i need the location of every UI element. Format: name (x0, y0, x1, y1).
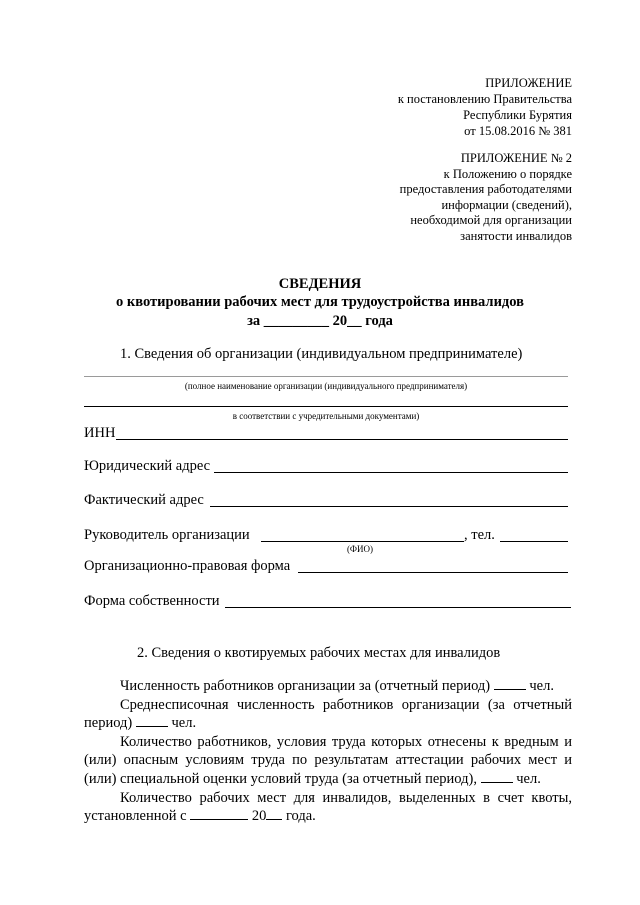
org-name-caption: (полное наименование организации (индивидуального предпринимателя) (184, 381, 468, 391)
actual-address-field[interactable] (210, 506, 568, 507)
resolution-line-1: к постановлению Правительства (397, 92, 572, 106)
actual-address-label: Фактический адрес (84, 492, 204, 508)
quota-date-field[interactable] (190, 808, 248, 820)
average-count-paragraph (84, 696, 572, 733)
org-name-line[interactable] (84, 376, 568, 377)
quota-year-prefix: 20 (251, 808, 267, 825)
resolution-line-3: от 15.08.2016 № 381 (464, 124, 572, 138)
document-subtitle: о квотировании рабочих мест для трудоустройства инвалидов (116, 294, 524, 310)
section1-heading: 1. Сведения об организации (индивидуальном предпринимателе) (120, 346, 523, 362)
employee-count-field[interactable] (494, 678, 526, 690)
appendix-label: ПРИЛОЖЕНИЕ (485, 76, 572, 90)
hazardous-count-paragraph (84, 733, 572, 788)
legal-form-field[interactable] (298, 572, 568, 573)
org-docs-caption: в соответствии с учредительными документами) (232, 411, 420, 421)
regulation-line-1: к Положению о порядке (443, 167, 572, 181)
inn-label: ИНН (84, 425, 116, 441)
regulation-line-4: необходимой для организации (410, 213, 572, 227)
hazardous-count-unit: чел. (516, 770, 541, 787)
org-docs-line[interactable] (84, 406, 568, 407)
head-label: Руководитель организации (84, 527, 250, 543)
employee-count-unit: чел. (529, 678, 554, 694)
regulation-line-3: информации (сведений), (441, 198, 572, 212)
regulation-line-2: предоставления работодателями (399, 182, 572, 196)
ownership-field[interactable] (225, 607, 571, 608)
fio-caption: (ФИО) (346, 544, 374, 554)
quota-suffix: года. (285, 808, 316, 825)
employee-count-text: Численность работников организации за (отчетный период) (120, 678, 491, 694)
appendix2-label: ПРИЛОЖЕНИЕ № 2 (460, 151, 572, 165)
head-name-field[interactable] (261, 541, 464, 542)
hazardous-count-text: Количество работников, условия труда которых отнесены к вредным и (или) опасным условиям труда по результатам аттестации рабочих мест и (или) специальной оценки условий труда (за отчетный период), (84, 734, 572, 787)
reporting-period: за _________ 20__ года (247, 313, 393, 329)
phone-field[interactable] (500, 541, 568, 542)
resolution-line-2: Республики Бурятия (463, 108, 572, 122)
regulation-line-5: занятости инвалидов (460, 229, 572, 243)
ownership-label: Форма собственности (84, 593, 220, 609)
quota-paragraph (84, 789, 572, 826)
quota-year-field[interactable] (266, 808, 282, 820)
legal-form-label: Организационно-правовая форма (84, 558, 291, 574)
quota-text: Количество рабочих мест для инвалидов, выделенных в счет квоты, установленной с (84, 790, 572, 825)
inn-field[interactable] (116, 439, 568, 440)
legal-address-label: Юридический адрес (84, 458, 211, 474)
average-count-field[interactable] (136, 715, 168, 727)
average-count-unit: чел. (171, 715, 197, 732)
legal-address-field[interactable] (214, 472, 568, 473)
document-title: СВЕДЕНИЯ (278, 276, 362, 292)
phone-label: , тел. (464, 527, 495, 543)
average-count-text: Среднесписочная численность работников организации (за отчетный период) (84, 697, 572, 732)
employee-count-paragraph (84, 677, 572, 695)
section2-heading: 2. Сведения о квотируемых рабочих местах для инвалидов (137, 645, 501, 661)
hazardous-count-field[interactable] (481, 771, 513, 783)
